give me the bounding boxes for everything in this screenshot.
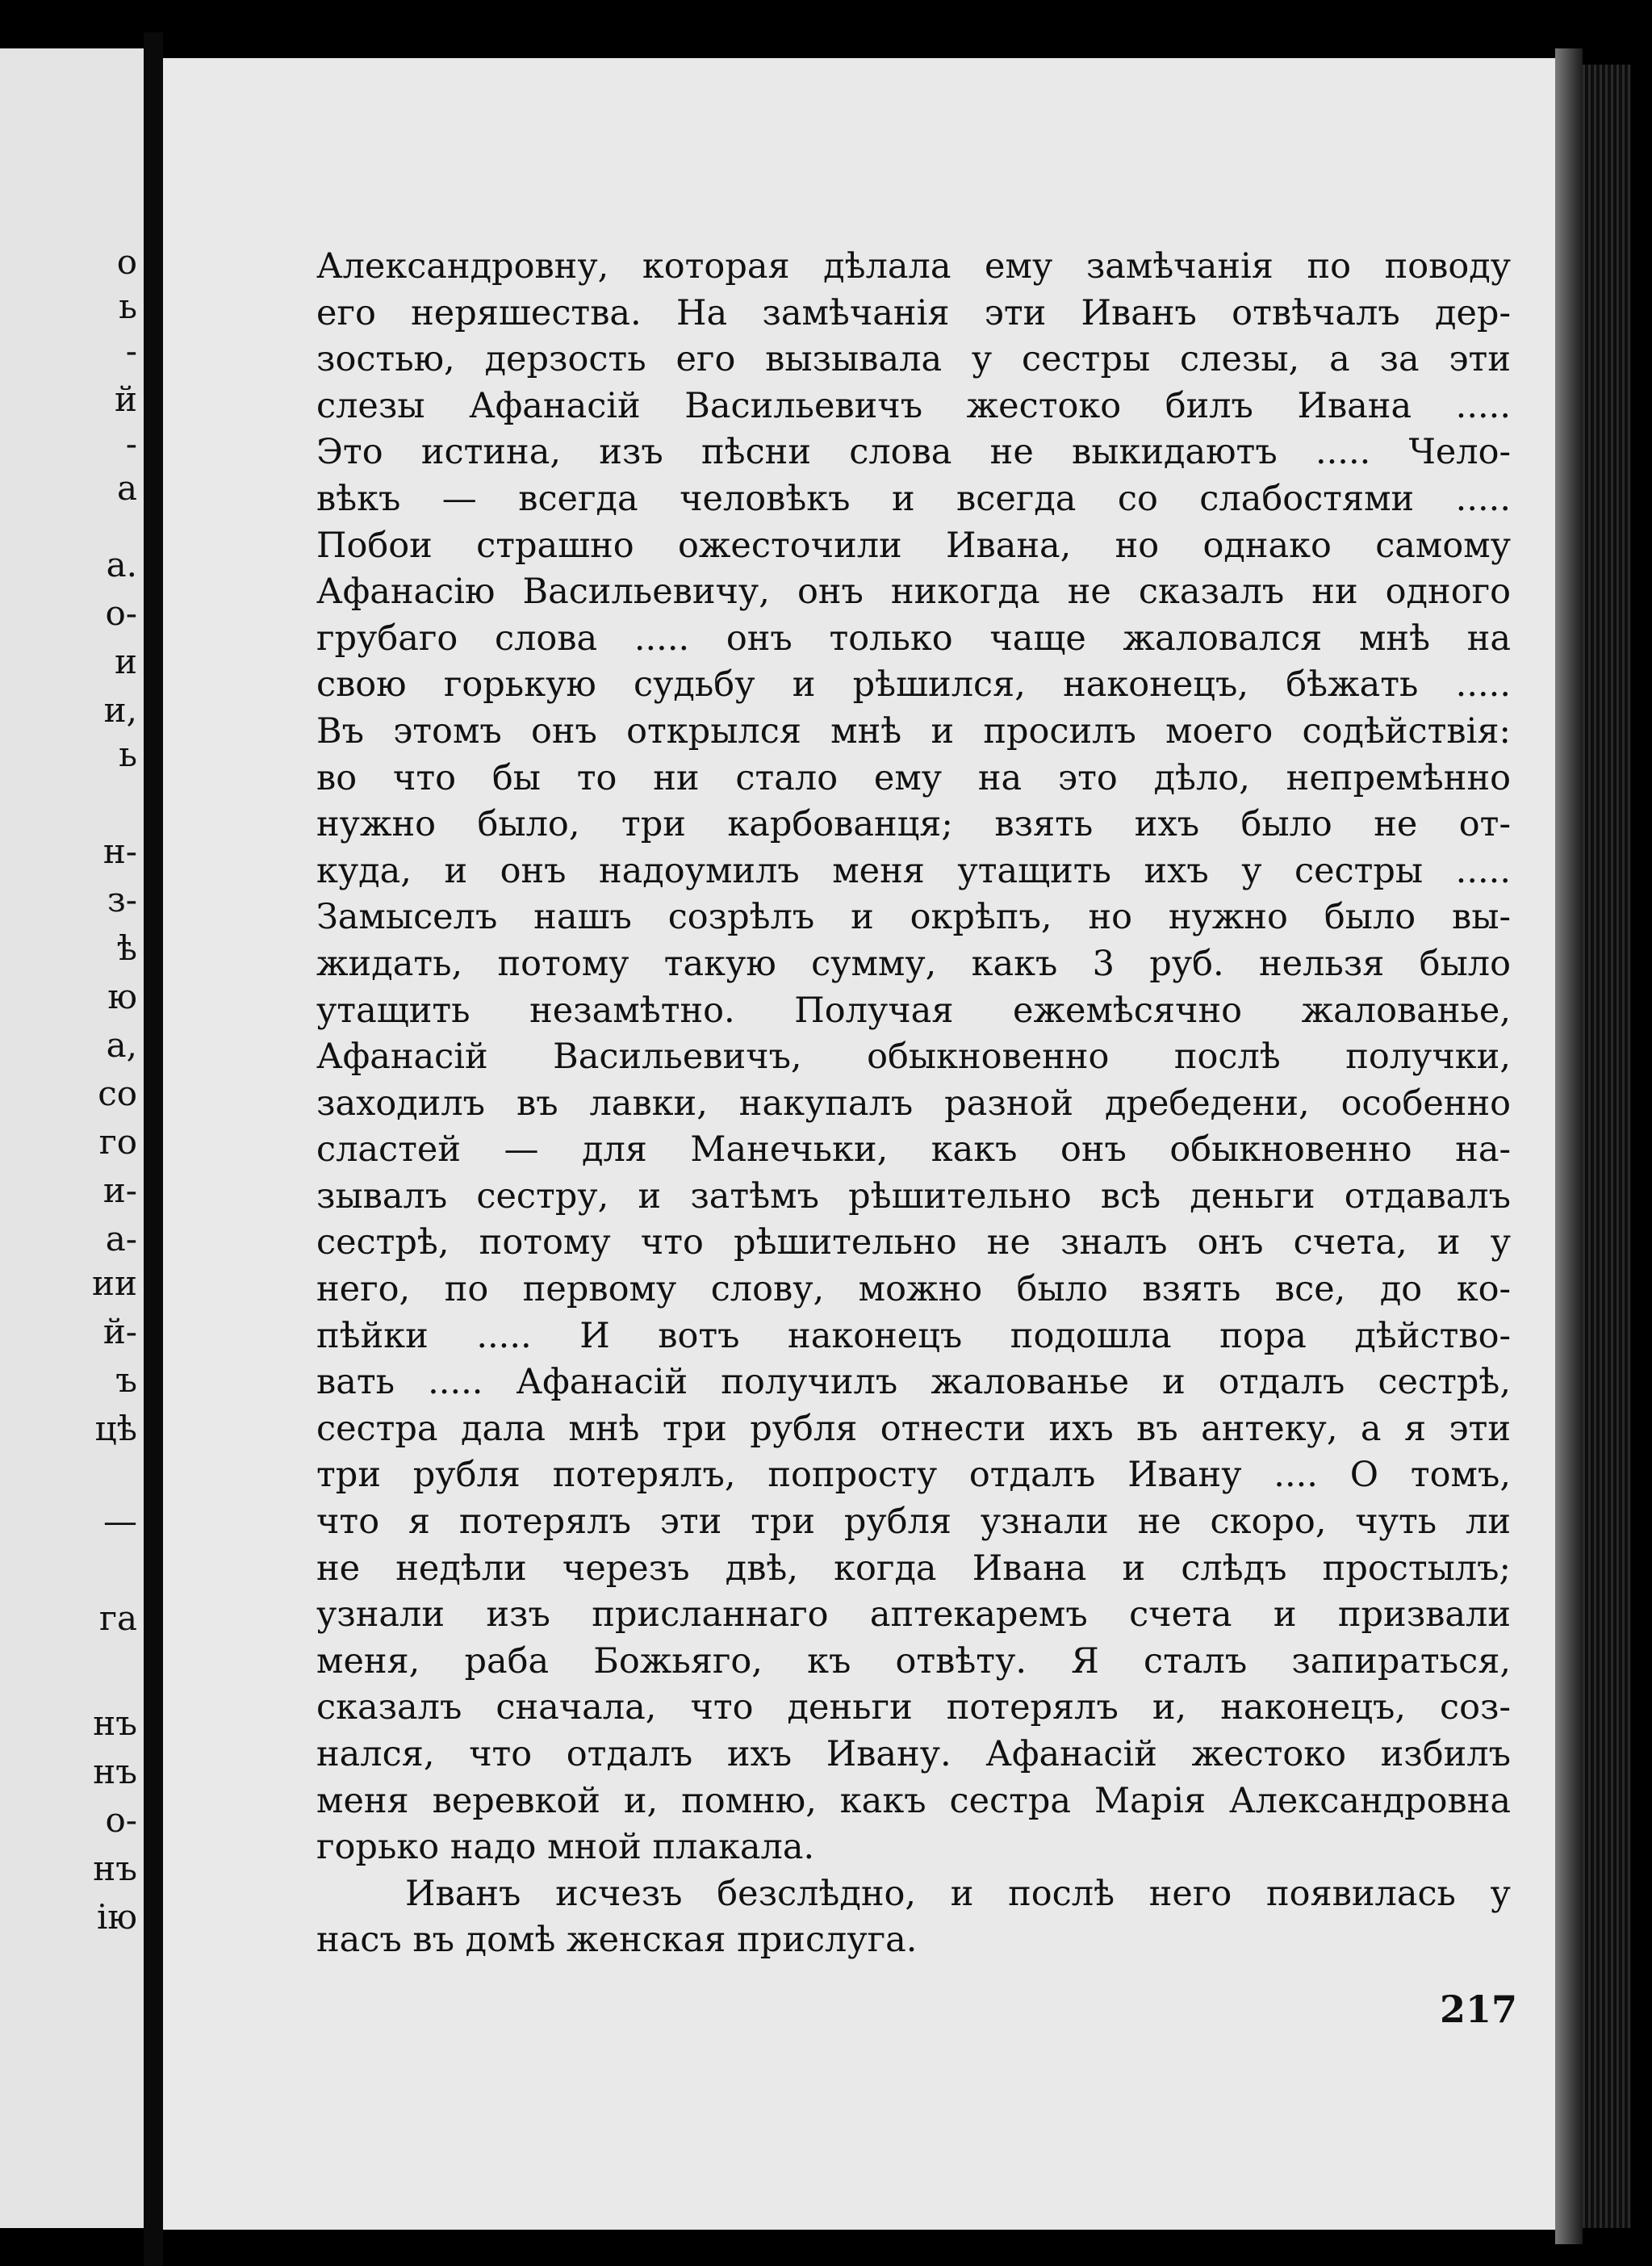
text-line: Побои страшно ожесточили Ивана, но однако самому: [316, 525, 1511, 566]
text-line: жидать, потому такую сумму, какъ 3 руб. нельзя было: [316, 943, 1511, 984]
text-line: вать ..... Афанасій получилъ жалованье и отдалъ сестрѣ,: [316, 1362, 1511, 1403]
text-line: куда, и онъ надоумилъ меня утащить ихъ у сестры .....: [316, 850, 1511, 891]
left-page-fragment-text: ѣ: [116, 928, 137, 968]
left-page-fragment-text: нъ: [93, 1849, 137, 1888]
left-page-fragment-text: а.: [106, 545, 137, 584]
left-page-fragment-text: -: [125, 424, 137, 463]
text-line: него, по первому слову, можно было взять все, до ко-: [316, 1269, 1511, 1310]
left-page-fragment-text: нъ: [93, 1703, 137, 1743]
left-page-fragment-text: н-: [102, 831, 137, 871]
left-page-fragment-text: о-: [105, 1800, 137, 1840]
page-edge-shadow: [1555, 48, 1583, 2244]
left-page-fragment-text: ии: [92, 1263, 137, 1303]
left-page-fragment-text: ь: [119, 735, 137, 774]
text-line: меня, раба Божьяго, къ отвѣту. Я сталъ запираться,: [316, 1640, 1511, 1682]
text-line: Въ этомъ онъ открылся мнѣ и просилъ моего содѣйствія:: [316, 710, 1511, 752]
text-line: три рубля потерялъ, попросту отдалъ Ивану .... О томъ,: [316, 1455, 1511, 1496]
text-line: зостью, дерзость его вызывала у сестры слезы, а за эти: [316, 339, 1511, 380]
left-page-fragment-text: а,: [106, 1025, 137, 1065]
text-line: зывалъ сестру, и затѣмъ рѣшительно всѣ деньги отдавалъ: [316, 1175, 1511, 1217]
left-page-fragment-text: и: [115, 642, 137, 681]
left-page-fragment-text: -: [125, 331, 137, 371]
left-page-fragment-text: й: [115, 379, 137, 419]
left-page-fragment-text: и-: [102, 1171, 137, 1210]
text-line: сказалъ сначала, что деньги потерялъ и, наконецъ, соз-: [316, 1687, 1511, 1728]
book-binding: [144, 32, 163, 2266]
text-line: Это истина, изъ пѣсни слова не выкидаютъ ..... Чело-: [316, 432, 1511, 473]
text-line: вѣкъ — всегда человѣкъ и всегда со слабостями .....: [316, 478, 1511, 519]
text-line: горько надо мной плакала.: [316, 1827, 815, 1868]
left-page-fragment-text: и,: [103, 690, 137, 730]
page-edge-strips: [1583, 65, 1631, 2228]
left-page-fragment: [0, 48, 145, 2228]
left-page-fragment-text: а: [116, 468, 137, 508]
left-page-fragment-text: га: [98, 1598, 137, 1638]
text-line: во что бы то ни стало ему на это дѣло, непремѣнно: [316, 757, 1511, 798]
text-line: не недѣли черезъ двѣ, когда Ивана и слѣдъ простылъ;: [316, 1548, 1511, 1589]
text-line: сестра дала мнѣ три рубля отнести ихъ въ антеку, а я эти: [316, 1408, 1511, 1449]
left-page-fragment-text: со: [98, 1074, 137, 1113]
text-line: сестрѣ, потому что рѣшительно не зналъ онъ счета, и у: [316, 1222, 1511, 1263]
left-page-fragment-text: ь: [119, 287, 137, 326]
left-page-fragment-text: о: [116, 242, 137, 282]
left-page-fragment-text: й-: [102, 1312, 137, 1351]
left-page-fragment-text: го: [98, 1122, 137, 1162]
text-line: сластей — для Манечьки, какъ онъ обыкновенно на-: [316, 1129, 1511, 1171]
text-line: свою горькую судьбу и рѣшился, наконецъ, бѣжать .....: [316, 664, 1511, 706]
text-line: его неряшества. На замѣчанія эти Иванъ отвѣчалъ дер-: [316, 292, 1511, 333]
page-text: [316, 244, 1511, 1964]
book-page: [163, 58, 1555, 2230]
text-line: пѣйки ..... И вотъ наконецъ подошла пора дѣйство-: [316, 1315, 1511, 1356]
text-line: утащить незамѣтно. Получая ежемѣсячно жалованье,: [316, 990, 1511, 1031]
text-line: слезы Афанасій Васильевичъ жестоко билъ Ивана .....: [316, 385, 1511, 426]
left-page-fragment-text: нъ: [93, 1752, 137, 1791]
page-number: 217: [1439, 1987, 1517, 2031]
text-line: Афанасію Васильевичу, онъ никогда не сказалъ ни одного: [316, 572, 1511, 613]
left-page-fragment-text: ъ: [115, 1360, 137, 1400]
text-line: Александровну, которая дѣлала ему замѣчанія по поводу: [316, 246, 1511, 287]
text-line: Иванъ исчезъ безслѣдно, и послѣ него появилась у: [405, 1873, 1511, 1914]
text-line: грубаго слова ..... онъ только чаще жаловался мнѣ на: [316, 618, 1511, 659]
text-line: нужно было, три карбованця; взять ихъ было не от-: [316, 804, 1511, 845]
text-line: заходилъ въ лавки, накупалъ разной дребедени, особенно: [316, 1083, 1511, 1124]
text-line: Замыселъ нашъ созрѣлъ и окрѣпъ, но нужно было вы-: [316, 897, 1511, 938]
left-page-fragment-text: з-: [107, 880, 137, 919]
left-page-fragment-text: ю: [107, 977, 137, 1016]
left-page-fragment-text: ію: [97, 1897, 137, 1937]
text-line: меня веревкой и, помню, какъ сестра Марія Александровна: [316, 1780, 1511, 1821]
left-page-fragment-text: цѣ: [94, 1409, 137, 1448]
text-line: что я потерялъ эти три рубля узнали не скоро, чуть ли: [316, 1502, 1511, 1543]
left-page-fragment-text: о-: [105, 593, 137, 633]
text-line: узнали изъ присланнаго аптекаремъ счета и призвали: [316, 1594, 1511, 1636]
text-line: нался, что отдалъ ихъ Ивану. Афанасій жестоко избилъ: [316, 1734, 1511, 1774]
left-page-fragment-text: а-: [105, 1219, 137, 1259]
left-page-fragment-text: —: [103, 1502, 137, 1541]
text-line: Афанасій Васильевичъ, обыкновенно послѣ получки,: [316, 1037, 1511, 1078]
text-line: насъ въ домѣ женская прислуга.: [316, 1920, 918, 1961]
